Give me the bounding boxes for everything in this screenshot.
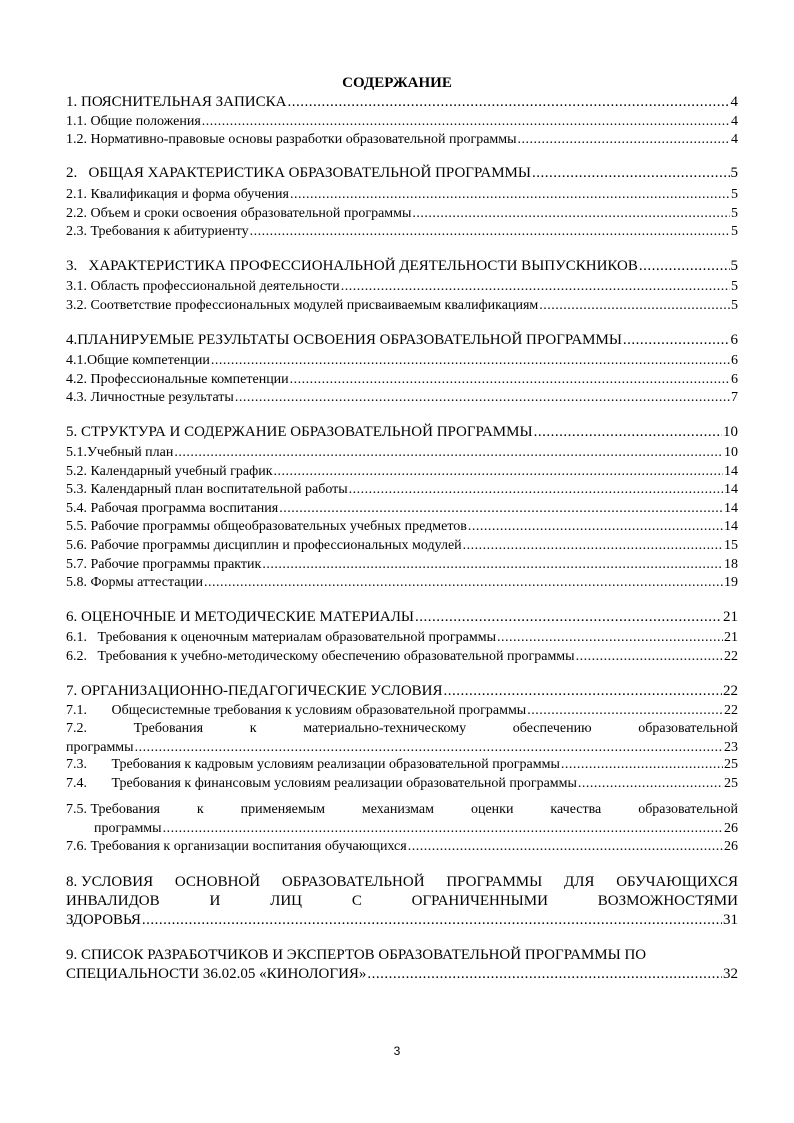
toc-entry[interactable] (66, 556, 738, 573)
toc-page-number: 22 (723, 683, 738, 699)
dot-leader (444, 683, 722, 700)
word: оценки (470, 802, 514, 817)
dot-leader (211, 352, 730, 369)
toc-entry[interactable] (66, 518, 738, 535)
toc-entry[interactable] (66, 332, 738, 349)
toc-entry-label: 4.ПЛАНИРУЕМЫЕ РЕЗУЛЬТАТЫ ОСВОЕНИЯ ОБРАЗОВАТЕЛЬНОЙ ПРОГРАММЫ (66, 332, 622, 348)
word: И (209, 893, 221, 909)
toc-entry[interactable] (66, 775, 738, 792)
toc-page-number: 5 (731, 279, 738, 294)
toc-entry[interactable] (66, 165, 738, 182)
word: к (249, 721, 257, 736)
word: качества (550, 802, 602, 817)
dot-leader (163, 820, 723, 837)
toc-entry-label: 7.4. Требования к финансовым условиям реализации образовательной программы (66, 776, 577, 791)
word: ИНВАЛИДОВ (66, 893, 160, 909)
toc-entry-label: 5.3. Календарный план воспитательной работы (66, 482, 348, 497)
dot-leader (142, 912, 722, 929)
dot-leader (534, 424, 722, 441)
toc-entry[interactable] (66, 371, 738, 388)
dot-leader (135, 739, 723, 756)
dot-leader (497, 629, 723, 646)
toc-entry[interactable] (66, 574, 738, 591)
toc-page-number: 26 (724, 839, 738, 854)
toc-page-number: 4 (731, 114, 738, 129)
toc-entry-label: 1. ПОЯСНИТЕЛЬНАЯ ЗАПИСКА (66, 94, 287, 110)
toc-page-number: 18 (724, 557, 738, 572)
toc-page-number: 22 (724, 703, 738, 718)
word: 7.5. Требования (66, 802, 160, 817)
dot-leader (290, 186, 730, 203)
toc-page-number: 14 (724, 482, 738, 497)
dot-leader (578, 775, 723, 792)
toc-entry-label: 4.3. Личностные результаты (66, 390, 234, 405)
toc-page-number: 10 (723, 424, 738, 440)
word: материально-техническому (303, 721, 467, 736)
toc-entry[interactable] (66, 131, 738, 148)
toc-entry-label: 3.2. Соответствие профессиональных модулей присваиваемым квалификациям (66, 298, 539, 313)
toc-entry[interactable] (66, 352, 738, 369)
toc-page-number: 5 (730, 258, 738, 274)
toc-entry-label: 1.1. Общие положения (66, 114, 201, 129)
toc-entry[interactable] (66, 756, 738, 773)
word: Требования (133, 721, 204, 736)
dot-leader (349, 481, 723, 498)
word: ПРОГРАММЫ (446, 874, 543, 890)
toc-page-number: 19 (724, 575, 738, 590)
toc-entry[interactable] (66, 297, 738, 314)
dot-leader (463, 537, 723, 554)
toc-entry-label: программы (94, 821, 162, 836)
toc-entry[interactable] (66, 424, 738, 441)
toc-entry-label: 9. СПИСОК РАЗРАБОТЧИКОВ И ЭКСПЕРТОВ ОБРАЗОВАТЕЛЬНОЙ ПРОГРАММЫ ПО (66, 947, 647, 963)
toc-page-number: 5 (731, 206, 738, 221)
toc-entry[interactable] (66, 223, 738, 240)
dot-leader (623, 332, 730, 349)
toc-entry-7-5-line1[interactable] (66, 801, 738, 818)
toc-entry-label: 3.1. Область профессиональной деятельности (66, 279, 340, 294)
toc-page-number: 25 (724, 776, 738, 791)
toc-entry[interactable] (66, 113, 738, 130)
toc-page-number: 23 (724, 740, 738, 755)
dot-leader (174, 444, 723, 461)
toc-entry[interactable] (66, 683, 738, 700)
word: 7.2. (66, 721, 87, 736)
toc-title: СОДЕРЖАНИЕ (342, 75, 452, 91)
word: обеспечению (512, 721, 592, 736)
dot-leader (204, 574, 723, 591)
toc-page-number: 22 (724, 649, 738, 664)
dot-leader (415, 609, 722, 626)
dot-leader (262, 556, 723, 573)
dot-leader (639, 258, 730, 275)
toc-entry-label: 5.1.Учебный план (66, 445, 174, 460)
word: к (196, 802, 204, 817)
toc-page-number: 6 (731, 372, 738, 387)
toc-page-number: 7 (731, 390, 738, 405)
toc-entry[interactable] (66, 629, 738, 646)
toc-entry[interactable] (66, 609, 738, 626)
word: применяемым (240, 802, 325, 817)
toc-entry-label: 5.2. Календарный учебный график (66, 464, 273, 479)
toc-entry-label: ЗДОРОВЬЯ (66, 912, 141, 928)
dot-leader (539, 297, 730, 314)
word: ВОЗМОЖНОСТЯМИ (597, 893, 738, 909)
word: образовательной (638, 802, 738, 817)
word: образовательной (638, 721, 738, 736)
dot-leader (235, 389, 730, 406)
toc-page-number: 25 (724, 757, 738, 772)
toc-page-number: 31 (723, 912, 738, 928)
toc-page-number: 4 (731, 132, 738, 147)
word: 8. УСЛОВИЯ (66, 874, 154, 890)
dot-leader (468, 518, 723, 535)
toc-entry[interactable] (66, 389, 738, 406)
toc-page-number: 4 (730, 94, 738, 110)
toc-entry-label: 5.7. Рабочие программы практик (66, 557, 262, 572)
toc-entry-label: 6. ОЦЕНОЧНЫЕ И МЕТОДИЧЕСКИЕ МАТЕРИАЛЫ (66, 609, 414, 625)
word: ЛИЦ (270, 893, 302, 909)
dot-leader (202, 113, 730, 130)
toc-entry-7-2-line1[interactable] (66, 720, 738, 737)
toc-page-number: 5 (730, 165, 738, 181)
toc-entry-label: 7.6. Требования к организации воспитания обучающихся (66, 839, 407, 854)
dot-leader (532, 165, 730, 182)
toc-entry[interactable] (66, 537, 738, 554)
toc-entry-label: 4.2. Профессиональные компетенции (66, 372, 289, 387)
toc-entry-9-line1[interactable] (66, 947, 738, 964)
dot-leader (250, 223, 730, 240)
toc-page-number: 10 (724, 445, 738, 460)
dot-leader (287, 94, 729, 111)
toc-entry-label: 2.1. Квалификация и форма обучения (66, 187, 289, 202)
toc-page-number: 6 (731, 353, 738, 368)
dot-leader (576, 648, 723, 665)
toc-entry[interactable] (66, 481, 738, 498)
toc-entry-label: 2. ОБЩАЯ ХАРАКТЕРИСТИКА ОБРАЗОВАТЕЛЬНОЙ ПРОГРАММЫ (66, 165, 531, 181)
toc-entry-label: 3. ХАРАКТЕРИСТИКА ПРОФЕССИОНАЛЬНОЙ ДЕЯТЕЛЬНОСТИ ВЫПУСКНИКОВ (66, 258, 638, 274)
toc-entry-label: 5.8. Формы аттестации (66, 575, 203, 590)
toc-page-number: 5 (731, 187, 738, 202)
dot-leader (290, 371, 730, 388)
word: механизмам (361, 802, 434, 817)
word: ОСНОВНОЙ (174, 874, 261, 890)
toc-entry[interactable] (66, 838, 738, 855)
toc-entry[interactable] (66, 94, 738, 111)
toc-entry[interactable] (66, 648, 738, 665)
toc-page-number: 15 (724, 538, 738, 553)
dot-leader (527, 702, 723, 719)
toc-entry-label: 7.1. Общесистемные требования к условиям образовательной программы (66, 703, 527, 718)
toc-entry[interactable] (66, 702, 738, 719)
toc-page-number: 5 (731, 224, 738, 239)
toc-entry[interactable] (66, 205, 738, 222)
toc-entry-label: 7.3. Требования к кадровым условиям реализации образовательной программы (66, 757, 560, 772)
toc-page-number: 32 (723, 966, 738, 982)
dot-leader (341, 278, 730, 295)
toc-entry[interactable] (66, 463, 738, 480)
toc-entry-label: 5.6. Рабочие программы дисциплин и профессиональных модулей (66, 538, 462, 553)
toc-entry[interactable] (66, 966, 738, 983)
dot-leader (518, 131, 730, 148)
dot-leader (279, 500, 723, 517)
dot-leader (412, 205, 730, 222)
toc-entry[interactable] (66, 258, 738, 275)
toc-page-number: 14 (724, 501, 738, 516)
toc-page-number: 21 (723, 609, 738, 625)
toc-entry-label: 5. СТРУКТУРА И СОДЕРЖАНИЕ ОБРАЗОВАТЕЛЬНОЙ ПРОГРАММЫ (66, 424, 533, 440)
toc-page-number: 14 (724, 519, 738, 534)
dot-leader (367, 966, 722, 983)
toc-entry[interactable] (66, 278, 738, 295)
toc-entry[interactable] (66, 444, 738, 461)
toc-entry-label: 5.4. Рабочая программа воспитания (66, 501, 279, 516)
toc-entry[interactable] (66, 912, 738, 929)
toc-entry-label: программы (66, 740, 134, 755)
toc-entry-label: 1.2. Нормативно-правовые основы разработки образовательной программы (66, 132, 517, 147)
toc-entry-8-line2[interactable] (66, 893, 738, 910)
page-number: 3 (393, 1044, 401, 1058)
word: ДЛЯ (563, 874, 595, 890)
toc-entry-label: 5.5. Рабочие программы общеобразовательных учебных предметов (66, 519, 467, 534)
toc-entry-label: 2.2. Объем и сроки освоения образовательной программы (66, 206, 412, 221)
toc-page-number: 6 (730, 332, 738, 348)
toc-page-number: 21 (724, 630, 738, 645)
toc-entry-label: 2.3. Требования к абитуриенту (66, 224, 249, 239)
toc-entry-label: 7. ОРГАНИЗАЦИОННО-ПЕДАГОГИЧЕСКИЕ УСЛОВИЯ (66, 683, 443, 699)
toc-entry-8-line1[interactable] (66, 874, 738, 891)
toc-entry[interactable] (94, 820, 738, 837)
toc-entry-label: 4.1.Общие компетенции (66, 353, 210, 368)
word: ОБРАЗОВАТЕЛЬНОЙ (281, 874, 425, 890)
dot-leader (561, 756, 723, 773)
toc-entry[interactable] (66, 186, 738, 203)
word: С (351, 893, 362, 909)
toc-page-number: 26 (724, 821, 738, 836)
toc-entry[interactable] (66, 739, 738, 756)
toc-entry[interactable] (66, 500, 738, 517)
toc-page-number: 14 (724, 464, 738, 479)
word: ОБУЧАЮЩИХСЯ (616, 874, 738, 890)
dot-leader (274, 463, 724, 480)
toc-entry-label: 6.1. Требования к оценочным материалам образовательной программы (66, 630, 497, 645)
toc-page-number: 5 (731, 298, 738, 313)
toc-entry-label: СПЕЦИАЛЬНОСТИ 36.02.05 «КИНОЛОГИЯ» (66, 966, 367, 982)
toc-entry-label: 6.2. Требования к учебно-методическому обеспечению образовательной программы (66, 649, 575, 664)
dot-leader (408, 838, 723, 855)
word: ОГРАНИЧЕННЫМИ (411, 893, 548, 909)
